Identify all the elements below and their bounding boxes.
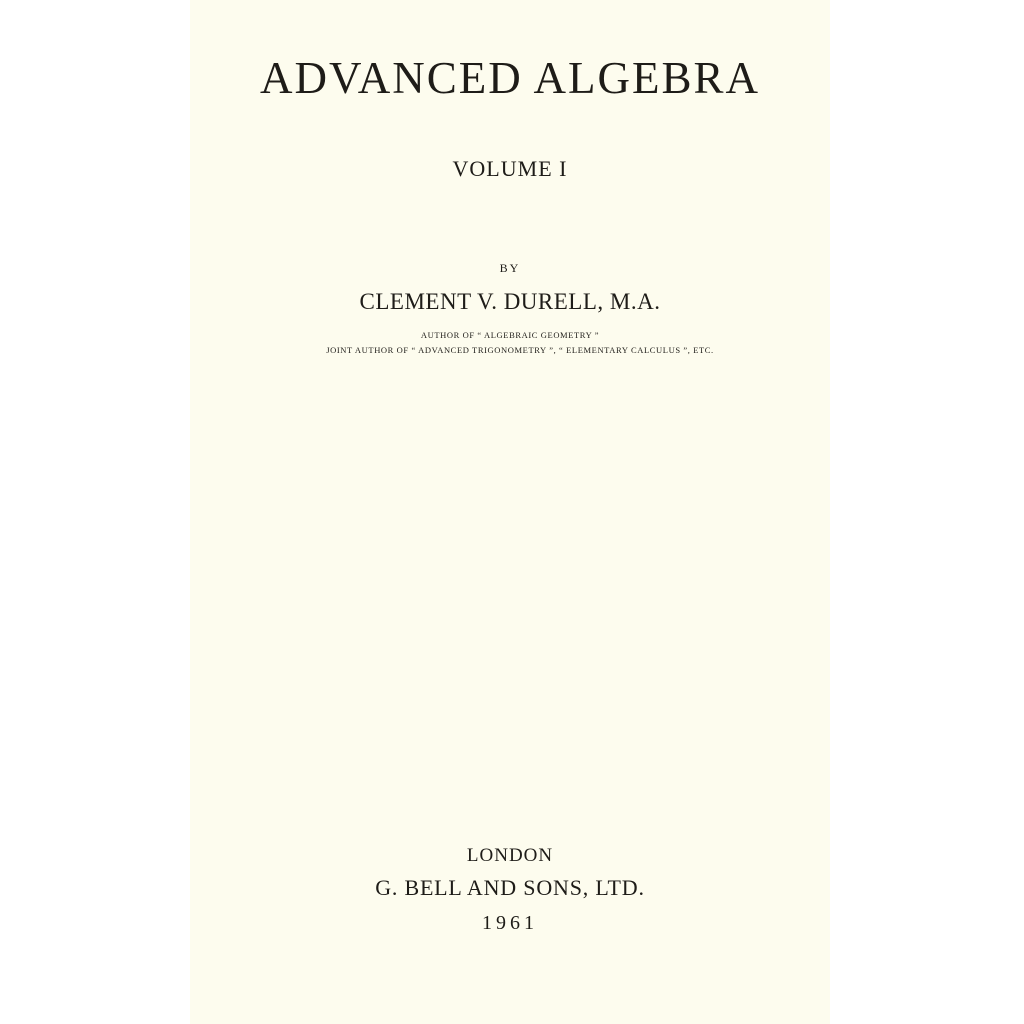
imprint-publisher: G. BELL AND SONS, LTD. <box>375 875 645 900</box>
by-label: BY <box>499 261 521 275</box>
title-page <box>190 0 830 1024</box>
author-credit-line: JOINT AUTHOR OF “ ADVANCED TRIGONOMETRY ”, “ ELEMENTARY CALCULUS ”, ETC. <box>326 345 714 355</box>
author-name: CLEMENT V. DURELL, M.A. <box>359 289 661 314</box>
volume-label: VOLUME I <box>452 156 568 181</box>
imprint-year: 1961 <box>482 912 538 934</box>
author-credit-line: AUTHOR OF “ ALGEBRAIC GEOMETRY ” <box>420 330 600 340</box>
book-title: ADVANCED ALGEBRA <box>260 53 760 103</box>
imprint-city: LONDON <box>466 845 554 866</box>
